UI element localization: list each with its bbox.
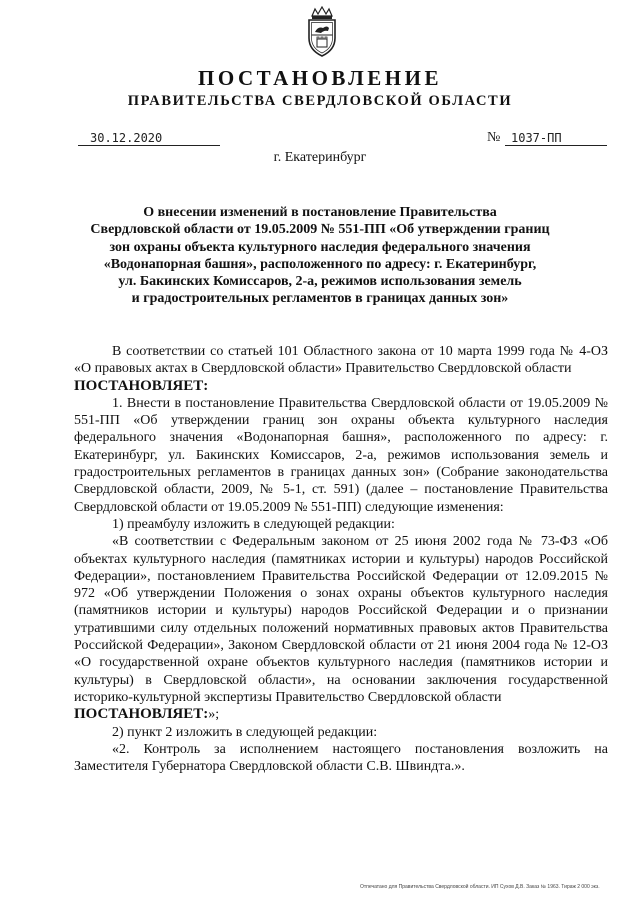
quote-1-paragraph: «В соответствии с Федеральным законом от 25 июня 2002 года № 73-ФЗ «Об объектах культурного наследия (памятниках истории и культуры) народов Российской Федерации», постановлением Правительства Российской Федерации от 12.09.2015 № 972 «Об утверждении Положения о зонах охраны объектов культурного наследия (памятников истории и культуры) народов Российской Федерации и о признании утратившими силу отдельных положений нормативных правовых актов Правительства Российской Федерации», Законом Свердловской области от 21 июня 2004 года № 12-ОЗ «О государственной охране объектов культурного наследия (памятников истории и культуры) в Свердловской области», на основании заключения государственной историко-культурной экспертизы Правительство Свердловской области xyxy=(74,534,608,705)
quote-1-decides: ПОСТАНОВЛЯЕТ: xyxy=(74,706,209,723)
document-number: 1037-ПП xyxy=(505,131,607,146)
number-sign: № xyxy=(487,130,501,145)
heading-line: О внесении изменений в постановление Правительства xyxy=(143,205,497,220)
print-note: Отпечатано для Правительства Свердловской области. ИП Сухов Д.В. Заказ № 1963. Тираж 2 000 экз. xyxy=(360,884,600,890)
document-body xyxy=(74,343,608,775)
heading-line: Свердловской области от 19.05.2009 № 551-ПП «Об утверждении границ xyxy=(90,222,550,238)
heading-line: и градостроительных регламентов в границах данных зон» xyxy=(131,291,509,307)
quote-1-closing: »; xyxy=(208,707,220,723)
intro-paragraph: В соответствии со статьей 101 Областного закона от 10 марта 1999 года № 4-ОЗ «О правовых актах в Свердловской области» Правительство Свердловской области xyxy=(74,344,608,377)
document-city: г. Екатеринбург xyxy=(273,150,367,165)
issuer-subtitle: ПРАВИТЕЛЬСТВА СВЕРДЛОВСКОЙ ОБЛАСТИ xyxy=(127,93,513,109)
document-date: 30.12.2020 xyxy=(78,131,220,146)
subitem-2-paragraph: 2) пункт 2 изложить в следующей редакции: xyxy=(112,724,378,740)
document-title: ПОСТАНОВЛЕНИЕ xyxy=(198,66,442,90)
sverdlovsk-coat-of-arms-icon xyxy=(303,6,341,58)
quote-1-decides-line xyxy=(74,706,608,723)
document-heading xyxy=(85,204,555,308)
item-1-paragraph: 1. Внести в постановление Правительства Свердловской области от 19.05.2009 № 551-ПП «Об утверждении границ зон охраны объекта культурного наследия федерального значения «Водонапорная башня», расположенного по адресу: г. Екатеринбург, ул. Бакинских Комиссаров, 2-а, режимов использования земель и градостроительных регламентов в границах данных зон» (Собрание законодательства Свердловской области, 2009, № 5-1, ст. 591) (далее – постановление Правительства Свердловской области от 19.05.2009 № 551-ПП) следующие изменения: xyxy=(74,395,608,515)
subitem-1-paragraph: 1) преамбулу изложить в следующей редакции: xyxy=(112,516,395,532)
heading-line: «Водонапорная башня», расположенного по адресу: г. Екатеринбург, xyxy=(103,256,537,272)
heading-line: зон охраны объекта культурного наследия федерального значения xyxy=(109,239,531,255)
quote-2-paragraph: «2. Контроль за исполнением настоящего постановления возложить на Заместителя Губернатора Свердловской области С.В. Швиндта.». xyxy=(74,741,608,775)
heading-line: ул. Бакинских Комиссаров, 2-а, режимов использования земель xyxy=(118,274,522,290)
decides-line: ПОСТАНОВЛЯЕТ: xyxy=(74,377,209,394)
